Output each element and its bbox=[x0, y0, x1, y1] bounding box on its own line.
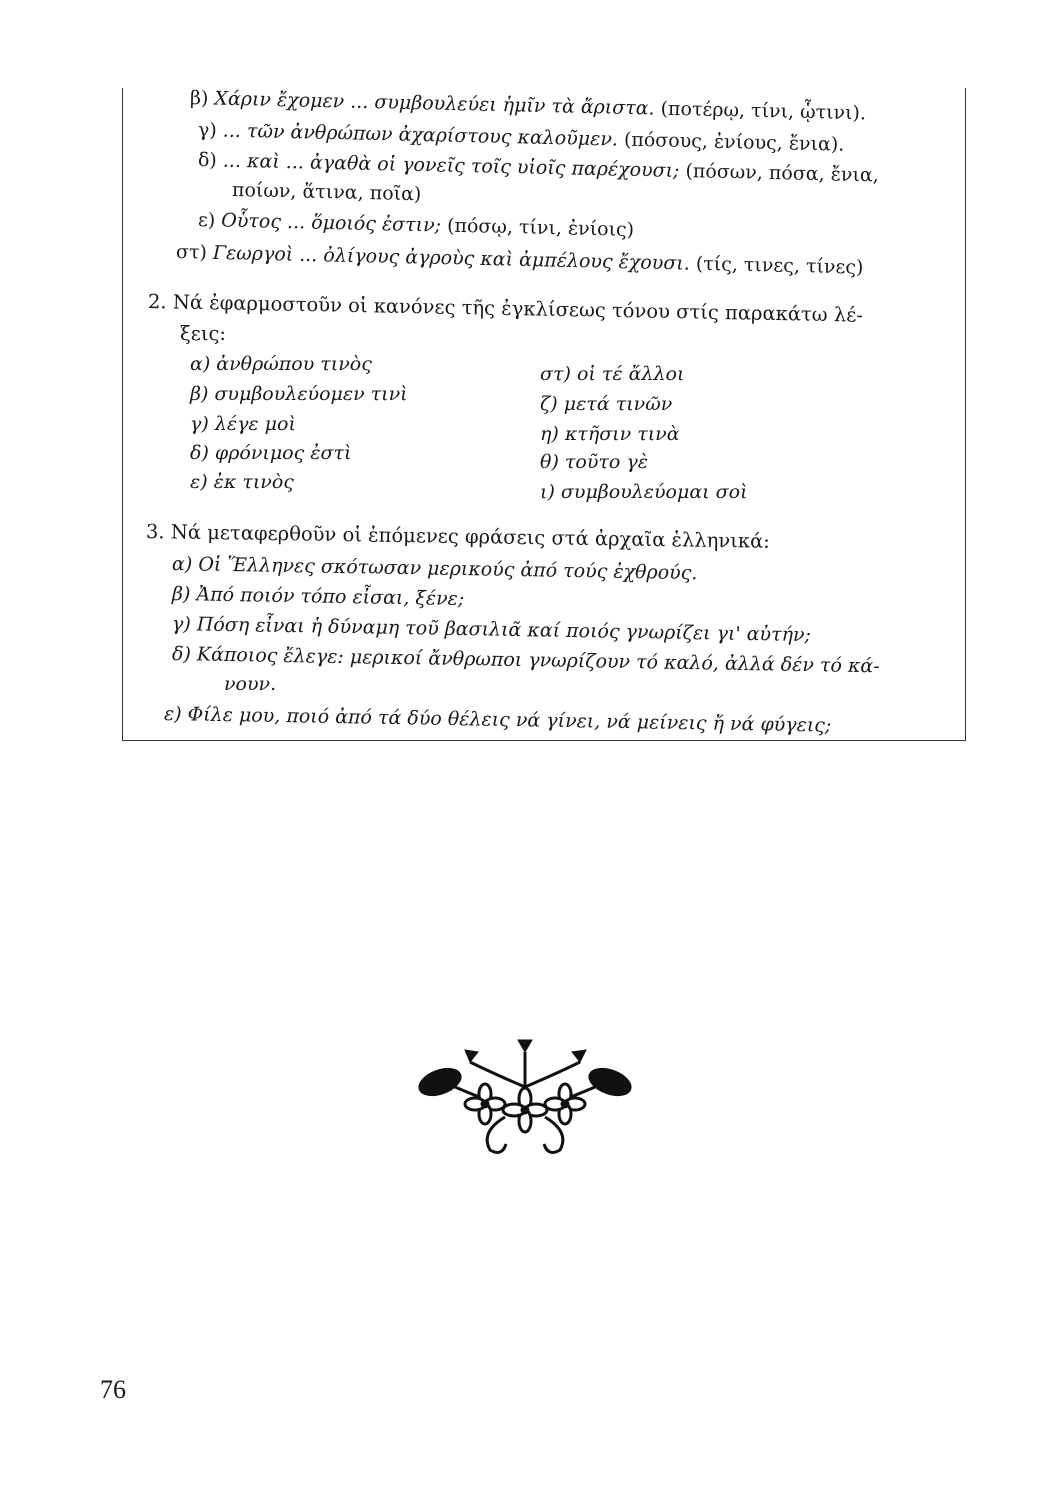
ex1-gamma-text: ... τῶν ἀνθρώπων ἀχαρίστους καλοῦμεν. bbox=[222, 119, 619, 151]
ex2-right-item bbox=[540, 362, 684, 386]
ex3-alpha-label: α) bbox=[171, 553, 193, 576]
ex3-gamma-text: Πόση εἶναι ἡ δύναμη τοῦ βασιλιᾶ καί ποιός γνωρίζει γι' αὐτήν; bbox=[196, 613, 812, 647]
ex1-stigma-label: στ) bbox=[175, 241, 208, 264]
ex2-right-item bbox=[540, 480, 748, 504]
ex1-gamma-options: (πόσους, ἐνίους, ἔνια). bbox=[623, 128, 845, 156]
ex2-left-text: φρόνιμος ἐστὶ bbox=[214, 442, 352, 464]
ex2-left-text: ἀνθρώπου τινὸς bbox=[216, 353, 372, 375]
ex2-left-item bbox=[190, 441, 351, 465]
ex3-delta-text: Κάποιος ἔλεγε: μερικοί ἄνθρωποι γνωρίζουν τό καλό, ἀλλά δέν τό κά- bbox=[196, 643, 880, 678]
ex1-epsilon-options: (πόσῳ, τίνι, ἐνίοις) bbox=[446, 214, 635, 241]
ex2-right-label: η) bbox=[540, 423, 559, 445]
ex3-epsilon-label: ε) bbox=[163, 703, 182, 726]
ex3-delta-cont: νουν. bbox=[224, 673, 277, 695]
ex2-left-item bbox=[190, 412, 296, 436]
ex2-right-item bbox=[540, 450, 648, 474]
floral-ornament-icon bbox=[410, 1032, 640, 1162]
ex2-left-item bbox=[190, 470, 294, 494]
ex1-delta-label: δ) bbox=[197, 149, 218, 172]
ex3-alpha-text: Οἱ Ἕλληνες σκότωσαν μερικούς ἀπό τούς ἐχθρούς. bbox=[198, 553, 698, 585]
ex1-epsilon-text: Οὗτος ... ὅμοιός ἐστιν; bbox=[221, 209, 442, 237]
ex2-left-item bbox=[190, 382, 408, 406]
ex1-stigma-text: Γεωργοὶ ... ὀλίγους ἀγροὺς καὶ ἀμπέλους ἔχουσι. bbox=[212, 241, 691, 275]
ex2-instruction-cont: ξεις: bbox=[180, 322, 226, 345]
ex1-epsilon-label: ε) bbox=[197, 209, 216, 232]
ex1-beta-label: β) bbox=[189, 87, 209, 110]
ex2-left-label: δ) bbox=[190, 442, 209, 464]
ex2-left-label: β) bbox=[190, 383, 209, 405]
ex3-item-beta bbox=[172, 582, 465, 611]
ex1-delta-options: (πόσων, πόσα, ἔνια, bbox=[685, 160, 880, 187]
ex1-stigma-options: (τίς, τινες, τίνες) bbox=[695, 252, 864, 279]
ex2-right-text: κτῆσιν τινὰ bbox=[564, 423, 680, 445]
ex1-delta-cont: ποίων, ἅτινα, ποῖα) bbox=[231, 179, 422, 206]
ex1-beta-options: (ποτέρῳ, τίνι, ᾧτινι). bbox=[660, 97, 867, 125]
ex2-right-label: ζ) bbox=[540, 393, 558, 415]
ex2-left-text: συμβουλεύομεν τινὶ bbox=[214, 383, 408, 405]
page-number: 76 bbox=[100, 1375, 126, 1404]
ex3-beta-label: β) bbox=[171, 583, 191, 606]
ex2-right-text: μετά τινῶν bbox=[563, 393, 673, 415]
ex2-left-label: ε) bbox=[190, 471, 208, 493]
ex1-delta-text: ... καὶ ... ἀγαθὰ οἱ γονεῖς τοῖς υἱοῖς παρέχουσι; bbox=[222, 149, 680, 182]
ex2-right-text: τοῦτο γὲ bbox=[564, 451, 648, 473]
ex2-number: 2. bbox=[147, 290, 167, 314]
ex2-right-item bbox=[540, 392, 672, 416]
ex2-right-text: οἱ τέ ἄλλοι bbox=[576, 363, 685, 385]
ex3-gamma-label: γ) bbox=[171, 613, 191, 636]
ex2-right-label: ι) bbox=[540, 481, 555, 503]
ex2-right-text: συμβουλεύομαι σοὶ bbox=[560, 481, 748, 503]
ex2-left-label: γ) bbox=[190, 413, 209, 435]
ex3-instruction: Νά μεταφερθοῦν οἱ ἑπόμενες φράσεις στά ἀρχαῖα ἑλληνικά: bbox=[170, 520, 771, 553]
ex2-left-label: α) bbox=[190, 353, 211, 375]
ex2-left-text: ἐκ τινὸς bbox=[213, 471, 294, 493]
ex1-beta-text: Χάριν ἔχομεν ... συμβουλεύει ἡμῖν τὰ ἄριστα. bbox=[214, 87, 655, 120]
ex2-left-text: λέγε μοὶ bbox=[214, 413, 296, 435]
ex2-right-label: στ) bbox=[540, 363, 571, 385]
ex2-right-label: θ) bbox=[540, 451, 559, 473]
ex2-instruction: Νά ἐφαρμοστοῦν οἱ κανόνες τῆς ἐγκλίσεως τόνου στίς παρακάτω λέ- bbox=[172, 290, 864, 327]
ex2-right-item bbox=[540, 422, 680, 446]
ex3-number: 3. bbox=[145, 520, 165, 544]
ex3-beta-text: Ἀπό ποιόν τόπο εἶσαι, ξένε; bbox=[196, 583, 465, 611]
ex3-delta-label: δ) bbox=[171, 643, 192, 666]
ex3-epsilon-text: Φίλε μου, ποιό ἀπό τά δύο θέλεις νά γίνει, νά μείνεις ἤ νά φύγεις; bbox=[187, 703, 832, 737]
ex1-gamma-label: γ) bbox=[197, 119, 218, 142]
ex2-left-item bbox=[190, 352, 372, 376]
